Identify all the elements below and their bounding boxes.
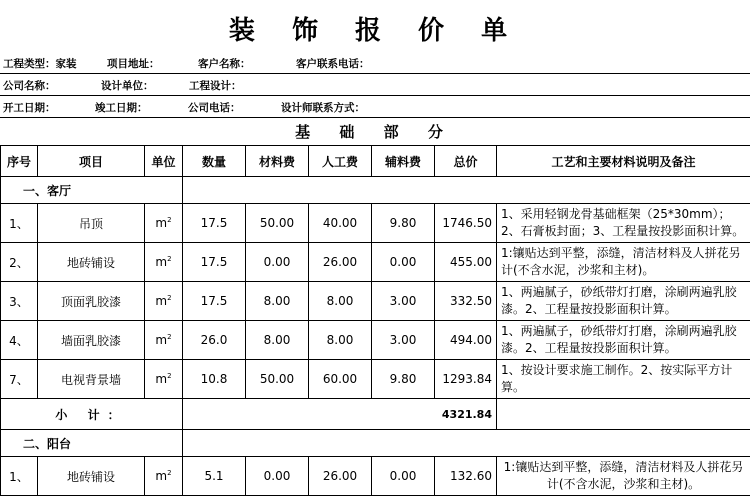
row-labor: 60.00 [309, 360, 372, 399]
header-item: 项目 [38, 146, 145, 177]
engineering-design-label: 工程设计： [189, 80, 242, 92]
row-note: 1、采用轻钢龙骨基础框架（25*30mm）；2、石膏板封面；3、工程量按投影面积计算。 [497, 204, 750, 243]
row-material: 8.00 [246, 282, 309, 321]
unit-base: m [155, 333, 168, 347]
design-unit-label: 设计单位： [101, 80, 154, 92]
divider [0, 117, 750, 118]
unit-sup: 2 [167, 333, 172, 341]
row-item: 地砖铺设 [38, 243, 145, 282]
info-row-2 [0, 74, 750, 96]
project-type: 工程类型：家装 [3, 58, 77, 70]
unit-sup: 2 [167, 216, 172, 224]
header-unit: 单位 [145, 146, 183, 177]
row-labor: 8.00 [309, 321, 372, 360]
row-no: 1、 [1, 457, 38, 496]
header-row [1, 146, 750, 177]
end-date-label: 竣工日期： [95, 102, 148, 114]
row-note: 1、两遍腻子，砂纸带灯打磨，涂刷两遍乳胶漆。2、工程量按投影面积计算。 [497, 282, 750, 321]
row-labor: 26.00 [309, 457, 372, 496]
unit-base: m [155, 469, 168, 483]
row-unit [145, 457, 183, 496]
unit-sup: 2 [167, 255, 172, 263]
info-row-3 [0, 96, 750, 118]
row-material: 0.00 [246, 457, 309, 496]
row-no: 1、 [1, 204, 38, 243]
row-total: 455.00 [435, 243, 497, 282]
header-aux: 辅料费 [372, 146, 435, 177]
unit-sup: 2 [167, 294, 172, 302]
row-item: 吊顶 [38, 204, 145, 243]
subtotal-value: 4321.84 [183, 399, 497, 430]
row-unit [145, 243, 183, 282]
quote-table [0, 145, 750, 496]
row-aux: 9.80 [372, 204, 435, 243]
category-label: 二、阳台 [1, 430, 183, 457]
row-unit [145, 321, 183, 360]
info-row-1 [0, 52, 750, 74]
subtotal-row [1, 399, 750, 430]
row-no: 3、 [1, 282, 38, 321]
category-row [1, 177, 750, 204]
page-title: 装 饰 报 价 单 [228, 16, 522, 46]
row-aux: 3.00 [372, 321, 435, 360]
row-labor: 26.00 [309, 243, 372, 282]
header-note: 工艺和主要材料说明及备注 [497, 146, 750, 177]
row-qty: 17.5 [183, 282, 246, 321]
row-labor: 40.00 [309, 204, 372, 243]
unit-base: m [155, 216, 168, 230]
company-phone-label: 公司电话： [188, 102, 241, 114]
row-total: 1746.50 [435, 204, 497, 243]
row-unit [145, 282, 183, 321]
header-material: 材料费 [246, 146, 309, 177]
row-aux: 0.00 [372, 457, 435, 496]
table-row [1, 457, 750, 496]
unit-sup: 2 [167, 372, 172, 380]
header-labor: 人工费 [309, 146, 372, 177]
row-item: 地砖铺设 [38, 457, 145, 496]
header-qty: 数量 [183, 146, 246, 177]
row-no: 4、 [1, 321, 38, 360]
row-labor: 8.00 [309, 282, 372, 321]
row-qty: 26.0 [183, 321, 246, 360]
row-material: 0.00 [246, 243, 309, 282]
designer-phone-label: 设计师联系方式： [281, 102, 365, 114]
section-title: 基 础 部 分 [295, 123, 455, 141]
category-row [1, 430, 750, 457]
row-note: 1:镶贴达到平整，添缝，清洁材料及人拼花另计(不含水泥，沙浆和主材)。 [497, 457, 750, 496]
row-total: 332.50 [435, 282, 497, 321]
start-date-label: 开工日期： [3, 102, 56, 114]
row-total: 494.00 [435, 321, 497, 360]
row-total: 1293.84 [435, 360, 497, 399]
row-note: 1:镶贴达到平整，添缝，清洁材料及人拼花另计(不含水泥，沙浆和主材)。 [497, 243, 750, 282]
row-no: 2、 [1, 243, 38, 282]
row-item: 墙面乳胶漆 [38, 321, 145, 360]
header-no: 序号 [1, 146, 38, 177]
row-unit [145, 360, 183, 399]
client-name-label: 客户名称： [198, 58, 251, 70]
category-label: 一、客厅 [1, 177, 183, 204]
header-total: 总价 [435, 146, 497, 177]
unit-base: m [155, 255, 168, 269]
row-material: 50.00 [246, 204, 309, 243]
row-note: 1、按设计要求施工制作。2、按实际平方计算。 [497, 360, 750, 399]
row-aux: 9.80 [372, 360, 435, 399]
row-item: 顶面乳胶漆 [38, 282, 145, 321]
row-material: 8.00 [246, 321, 309, 360]
row-qty: 5.1 [183, 457, 246, 496]
table-row [1, 243, 750, 282]
row-aux: 0.00 [372, 243, 435, 282]
row-unit [145, 204, 183, 243]
table-row [1, 282, 750, 321]
row-aux: 3.00 [372, 282, 435, 321]
row-note: 1、两遍腻子，砂纸带灯打磨，涂刷两遍乳胶漆。2、工程量按投影面积计算。 [497, 321, 750, 360]
table-row [1, 204, 750, 243]
row-material: 50.00 [246, 360, 309, 399]
row-qty: 10.8 [183, 360, 246, 399]
row-qty: 17.5 [183, 204, 246, 243]
row-no: 7、 [1, 360, 38, 399]
client-phone-label: 客户联系电话： [296, 58, 370, 70]
subtotal-label: 小 计： [1, 399, 183, 430]
row-qty: 17.5 [183, 243, 246, 282]
table-row [1, 321, 750, 360]
unit-base: m [155, 372, 168, 386]
row-total: 132.60 [435, 457, 497, 496]
project-address-label: 项目地址： [107, 58, 160, 70]
unit-sup: 2 [167, 469, 172, 477]
row-item: 电视背景墙 [38, 360, 145, 399]
table-row [1, 360, 750, 399]
unit-base: m [155, 294, 168, 308]
company-name-label: 公司名称： [3, 80, 56, 92]
